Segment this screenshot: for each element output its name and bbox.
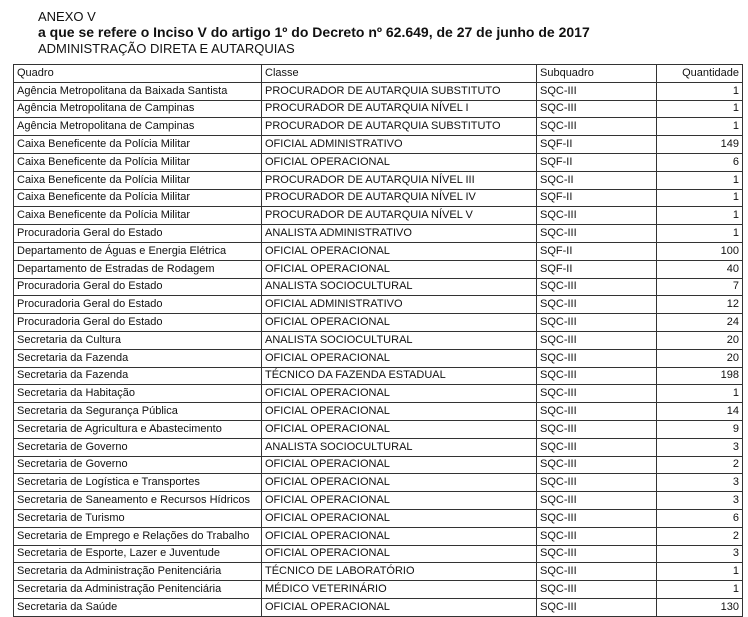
cell-quadro: Caixa Beneficente da Polícia Militar [14,153,262,171]
cell-subquadro: SQF-II [537,189,657,207]
cell-quantidade: 100 [657,242,743,260]
cell-subquadro: SQC-III [537,509,657,527]
table-row [14,118,743,136]
positions-table [13,64,743,617]
cell-classe: OFICIAL OPERACIONAL [262,242,537,260]
table-row [14,456,743,474]
cell-quadro: Caixa Beneficente da Polícia Militar [14,207,262,225]
cell-quantidade: 1 [657,100,743,118]
cell-quantidade: 20 [657,349,743,367]
cell-quadro: Caixa Beneficente da Polícia Militar [14,189,262,207]
cell-quadro: Secretaria de Emprego e Relações do Trabalho [14,527,262,545]
table-row [14,598,743,616]
cell-subquadro: SQC-III [537,581,657,599]
cell-subquadro: SQC-III [537,207,657,225]
table-row [14,492,743,510]
cell-subquadro: SQC-III [537,100,657,118]
table-row [14,367,743,385]
cell-quadro: Caixa Beneficente da Polícia Militar [14,171,262,189]
cell-quantidade: 6 [657,153,743,171]
cell-classe: OFICIAL OPERACIONAL [262,314,537,332]
cell-classe: OFICIAL OPERACIONAL [262,509,537,527]
cell-quadro: Departamento de Águas e Energia Elétrica [14,242,262,260]
cell-quantidade: 20 [657,331,743,349]
cell-subquadro: SQC-III [537,563,657,581]
cell-quantidade: 3 [657,474,743,492]
cell-quantidade: 149 [657,136,743,154]
table-row [14,260,743,278]
cell-quantidade: 1 [657,385,743,403]
cell-classe: OFICIAL OPERACIONAL [262,492,537,510]
cell-quadro: Agência Metropolitana de Campinas [14,100,262,118]
cell-classe: PROCURADOR DE AUTARQUIA NÍVEL IV [262,189,537,207]
cell-quantidade: 7 [657,278,743,296]
cell-subquadro: SQC-III [537,527,657,545]
table-row [14,225,743,243]
cell-classe: PROCURADOR DE AUTARQUIA SUBSTITUTO [262,82,537,100]
cell-classe: PROCURADOR DE AUTARQUIA NÍVEL V [262,207,537,225]
table-row [14,296,743,314]
cell-quadro: Secretaria da Habitação [14,385,262,403]
cell-classe: TÉCNICO DA FAZENDA ESTADUAL [262,367,537,385]
cell-quantidade: 1 [657,581,743,599]
cell-classe: TÉCNICO DE LABORATÓRIO [262,563,537,581]
cell-subquadro: SQC-III [537,118,657,136]
cell-classe: OFICIAL OPERACIONAL [262,527,537,545]
table-row [14,545,743,563]
cell-subquadro: SQC-III [537,225,657,243]
cell-classe: OFICIAL OPERACIONAL [262,385,537,403]
cell-classe: OFICIAL OPERACIONAL [262,474,537,492]
cell-quantidade: 1 [657,171,743,189]
table-row [14,527,743,545]
table-row [14,581,743,599]
cell-quadro: Secretaria da Cultura [14,331,262,349]
table-row [14,207,743,225]
table-row [14,100,743,118]
cell-quantidade: 6 [657,509,743,527]
table-row [14,509,743,527]
cell-subquadro: SQC-III [537,349,657,367]
cell-quantidade: 1 [657,225,743,243]
cell-quadro: Secretaria da Administração Penitenciária [14,581,262,599]
column-header-classe: Classe [262,65,537,83]
cell-subquadro: SQC-III [537,367,657,385]
table-row [14,474,743,492]
column-header-quantidade: Quantidade [657,65,743,83]
cell-quantidade: 1 [657,207,743,225]
cell-subquadro: SQF-II [537,136,657,154]
cell-quantidade: 14 [657,403,743,421]
cell-subquadro: SQC-III [537,598,657,616]
cell-classe: OFICIAL OPERACIONAL [262,153,537,171]
cell-subquadro: SQC-III [537,492,657,510]
cell-classe: OFICIAL ADMINISTRATIVO [262,296,537,314]
cell-subquadro: SQC-III [537,403,657,421]
table-row [14,171,743,189]
cell-quadro: Secretaria da Segurança Pública [14,403,262,421]
cell-quantidade: 130 [657,598,743,616]
cell-quantidade: 198 [657,367,743,385]
cell-quantidade: 24 [657,314,743,332]
table-row [14,420,743,438]
cell-quadro: Procuradoria Geral do Estado [14,314,262,332]
cell-classe: PROCURADOR DE AUTARQUIA NÍVEL III [262,171,537,189]
table-header-row [14,65,743,83]
table-row [14,349,743,367]
table-row [14,563,743,581]
cell-classe: OFICIAL OPERACIONAL [262,420,537,438]
table-row [14,438,743,456]
table-body [14,82,743,616]
section-subtitle: ADMINISTRAÇÃO DIRETA E AUTARQUIAS [38,41,295,56]
cell-classe: OFICIAL ADMINISTRATIVO [262,136,537,154]
table-row [14,403,743,421]
cell-classe: OFICIAL OPERACIONAL [262,545,537,563]
column-header-subquadro: Subquadro [537,65,657,83]
cell-quadro: Secretaria de Esporte, Lazer e Juventude [14,545,262,563]
table-row [14,153,743,171]
cell-quadro: Secretaria de Logística e Transportes [14,474,262,492]
cell-quadro: Procuradoria Geral do Estado [14,225,262,243]
cell-classe: OFICIAL OPERACIONAL [262,456,537,474]
table-row [14,314,743,332]
cell-quantidade: 40 [657,260,743,278]
cell-classe: ANALISTA SOCIOCULTURAL [262,331,537,349]
cell-subquadro: SQC-III [537,438,657,456]
cell-quadro: Secretaria da Fazenda [14,349,262,367]
cell-subquadro: SQC-III [537,420,657,438]
cell-quadro: Procuradoria Geral do Estado [14,278,262,296]
cell-quadro: Secretaria de Governo [14,438,262,456]
cell-quadro: Agência Metropolitana da Baixada Santista [14,82,262,100]
cell-quantidade: 2 [657,527,743,545]
cell-subquadro: SQC-III [537,474,657,492]
cell-classe: ANALISTA ADMINISTRATIVO [262,225,537,243]
cell-quantidade: 1 [657,118,743,136]
column-header-quadro: Quadro [14,65,262,83]
cell-classe: ANALISTA SOCIOCULTURAL [262,438,537,456]
cell-classe: ANALISTA SOCIOCULTURAL [262,278,537,296]
table-row [14,385,743,403]
table-row [14,278,743,296]
cell-subquadro: SQC-III [537,545,657,563]
cell-subquadro: SQF-II [537,153,657,171]
cell-subquadro: SQC-III [537,331,657,349]
table-row [14,82,743,100]
cell-quadro: Secretaria de Turismo [14,509,262,527]
cell-quadro: Departamento de Estradas de Rodagem [14,260,262,278]
cell-quantidade: 3 [657,545,743,563]
cell-subquadro: SQC-III [537,456,657,474]
cell-subquadro: SQC-III [537,385,657,403]
cell-subquadro: SQF-II [537,260,657,278]
cell-quadro: Caixa Beneficente da Polícia Militar [14,136,262,154]
cell-classe: PROCURADOR DE AUTARQUIA NÍVEL I [262,100,537,118]
cell-quadro: Secretaria de Saneamento e Recursos Hídricos [14,492,262,510]
table-row [14,189,743,207]
cell-classe: OFICIAL OPERACIONAL [262,403,537,421]
cell-subquadro: SQC-III [537,278,657,296]
cell-quantidade: 3 [657,492,743,510]
cell-classe: OFICIAL OPERACIONAL [262,598,537,616]
cell-quantidade: 9 [657,420,743,438]
cell-subquadro: SQC-III [537,82,657,100]
cell-quantidade: 2 [657,456,743,474]
annex-title: ANEXO V [38,9,96,24]
cell-subquadro: SQF-II [537,242,657,260]
cell-quadro: Secretaria da Saúde [14,598,262,616]
cell-quadro: Agência Metropolitana de Campinas [14,118,262,136]
cell-quadro: Secretaria de Agricultura e Abastecimento [14,420,262,438]
cell-quantidade: 1 [657,189,743,207]
cell-quadro: Secretaria da Fazenda [14,367,262,385]
cell-classe: MÉDICO VETERINÁRIO [262,581,537,599]
cell-quadro: Procuradoria Geral do Estado [14,296,262,314]
cell-subquadro: SQC-II [537,171,657,189]
cell-quantidade: 12 [657,296,743,314]
cell-quantidade: 3 [657,438,743,456]
decree-reference: a que se refere o Inciso V do artigo 1º do Decreto nº 62.649, de 27 de junho de 2017 [38,24,590,40]
cell-classe: PROCURADOR DE AUTARQUIA SUBSTITUTO [262,118,537,136]
cell-subquadro: SQC-III [537,296,657,314]
cell-subquadro: SQC-III [537,314,657,332]
cell-quantidade: 1 [657,82,743,100]
cell-classe: OFICIAL OPERACIONAL [262,349,537,367]
cell-quadro: Secretaria de Governo [14,456,262,474]
cell-quantidade: 1 [657,563,743,581]
table-row [14,331,743,349]
cell-quadro: Secretaria da Administração Penitenciária [14,563,262,581]
cell-classe: OFICIAL OPERACIONAL [262,260,537,278]
table-row [14,242,743,260]
table-row [14,136,743,154]
